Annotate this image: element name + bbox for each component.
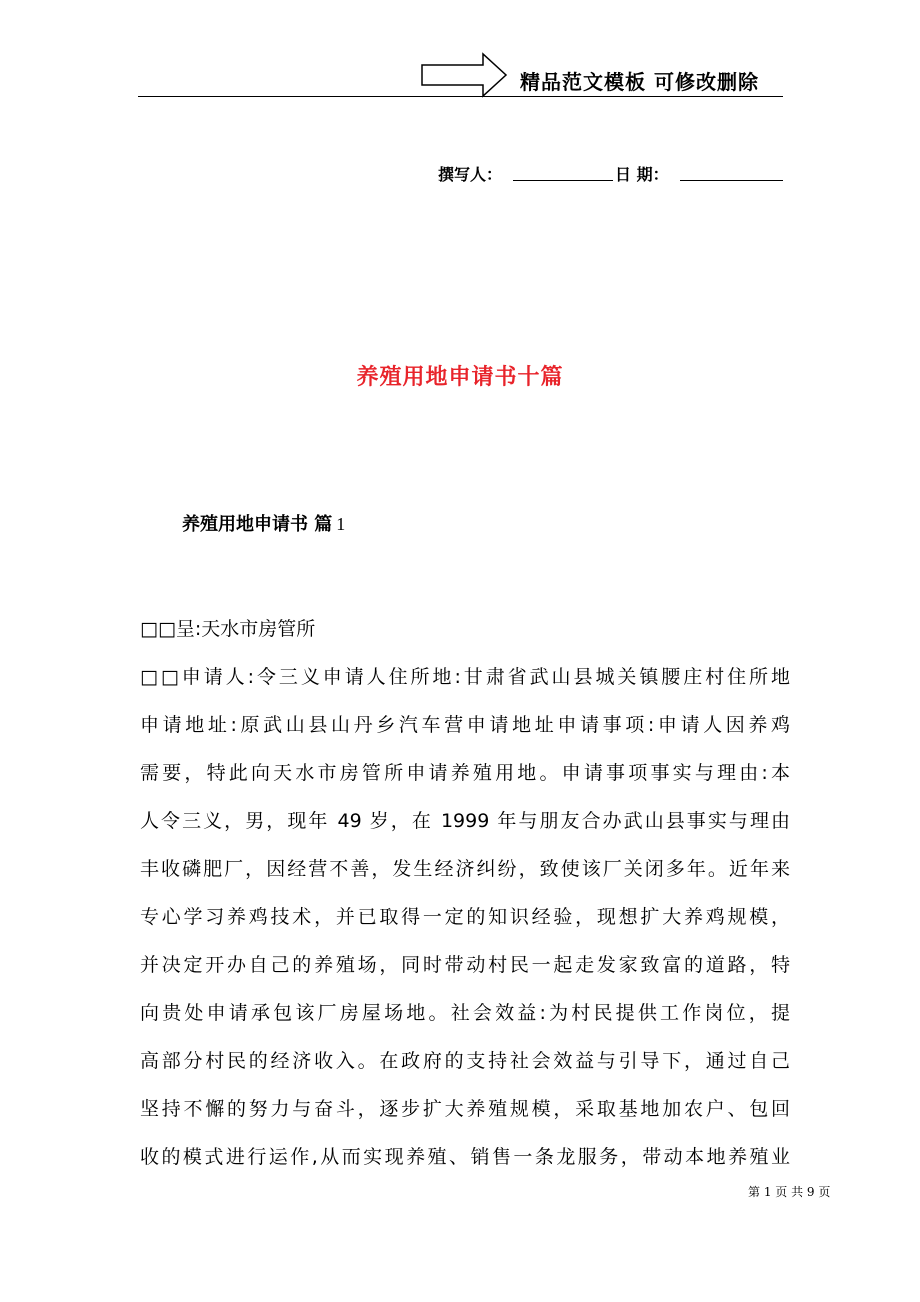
body-line: 坚持不懈的努力与奋斗，逐步扩大养殖规模，采取基地加农户、包回 [140, 1098, 790, 1120]
document-title: 养殖用地申请书十篇 [356, 365, 564, 390]
page-footer: 第 1 页 共 9 页 [748, 1185, 831, 1199]
body-text [140, 605, 790, 1181]
body-line: 丰收磷肥厂，因经营不善，发生经济纠纷，致使该厂关闭多年。近年来 [140, 858, 790, 880]
body-line: 人令三义，男，现年 49 岁，在 1999 年与朋友合办武山县事实与理由 [140, 810, 790, 832]
body-line: 高部分村民的经济收入。在政府的支持社会效益与引导下，通过自己 [140, 1050, 790, 1072]
body-line: □□呈:天水市房管所 [140, 618, 316, 640]
body-line: 需要，特此向天水市房管所申请养殖用地。申请事项事实与理由:本 [140, 762, 790, 784]
body-line: 并决定开办自己的养殖场，同时带动村民一起走发家致富的道路，特 [140, 954, 790, 976]
body-line: 专心学习养鸡技术，并已取得一定的知识经验，现想扩大养鸡规模， [140, 906, 790, 928]
body-line: □□申请人:令三义申请人住所地:甘肃省武山县城关镇腰庄村住所地 [140, 666, 790, 688]
body-line: 向贵处申请承包该厂房屋场地。社会效益:为村民提供工作岗位，提 [140, 1002, 790, 1024]
body-line: 收的模式进行运作,从而实现养殖、销售一条龙服务，带动本地养殖业 [140, 1146, 790, 1168]
body-line: 申请地址:原武山县山丹乡汽车营申请地址申请事项:申请人因养鸡 [140, 714, 790, 736]
date-label: 日 期： [615, 165, 669, 184]
date-blank [680, 180, 783, 181]
header-label: 精品范文模板 可修改删除 [520, 70, 759, 94]
author-label: 撰写人： [438, 165, 503, 184]
author-blank [513, 180, 613, 181]
header-arrow-icon [420, 52, 508, 98]
section-heading [182, 510, 345, 536]
section-heading-text: 养殖用地申请书 篇 [182, 514, 333, 535]
author-date-row [438, 160, 783, 184]
header-divider [138, 96, 783, 97]
section-number: 1 [336, 514, 346, 534]
